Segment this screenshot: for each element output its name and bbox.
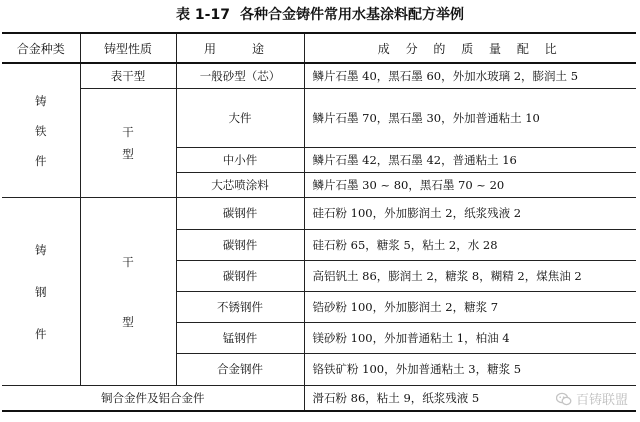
mold-dry-iron: 干 型 [80, 89, 176, 198]
usage-cell: 中小件 [176, 148, 304, 173]
composition-cell: 镁砂粉 100，外加普通粘土 1，柏油 4 [304, 323, 636, 354]
usage-cell: 大件 [176, 89, 304, 148]
composition-cell: 滑石粉 86，粘土 9，纸浆残液 5 [304, 385, 636, 411]
group-copper-label: 铜合金件及铝合金件 [2, 385, 304, 411]
usage-cell: 一般砂型（芯） [176, 63, 304, 89]
header-mold-type: 铸型性质 [80, 33, 176, 63]
watermark [556, 389, 628, 408]
table-row [2, 63, 636, 89]
table-number: 表 1-17 [176, 7, 230, 23]
composition-cell: 硅石粉 65，糖浆 5，粘土 2，水 28 [304, 229, 636, 260]
table-row [2, 385, 636, 411]
header-row [2, 33, 636, 63]
composition-cell: 鳞片石墨 70，黑石墨 30，外加普通粘土 10 [304, 89, 636, 148]
wechat-icon [556, 392, 572, 406]
composition-cell: 鳞片石墨 42，黑石墨 42，普通粘土 16 [304, 148, 636, 173]
watermark-text: 百铸联盟 [575, 393, 628, 408]
composition-cell: 铬铁矿粉 100，外加普通粘土 3，糖浆 5 [304, 354, 636, 385]
group-steel-label: 铸 钢 件 [2, 198, 80, 385]
composition-cell: 硅石粉 100，外加膨润土 2，纸浆残液 2 [304, 198, 636, 229]
group-iron-label: 铸 铁 件 [2, 63, 80, 198]
usage-cell: 大芯喷涂料 [176, 173, 304, 198]
composition-cell: 鳞片石墨 30 ~ 80，黑石墨 70 ~ 20 [304, 173, 636, 198]
header-usage: 用 途 [176, 33, 304, 63]
table-row [2, 198, 636, 229]
usage-cell: 锰钢件 [176, 323, 304, 354]
mold-surface-dry: 表干型 [80, 63, 176, 89]
table-title: 各种合金铸件常用水基涂料配方举例 [239, 7, 464, 23]
formula-table [2, 32, 636, 412]
table-row [2, 89, 636, 148]
usage-cell: 合金钢件 [176, 354, 304, 385]
header-composition: 成 分 的 质 量 配 比 [304, 33, 636, 63]
usage-cell: 碳钢件 [176, 260, 304, 291]
composition-cell: 高铝钒土 86，膨润土 2，糖浆 8，糊精 2，煤焦油 2 [304, 260, 636, 291]
mold-dry-steel: 干 型 [80, 198, 176, 385]
composition-cell: 锆砂粉 100，外加膨润土 2，糖浆 7 [304, 291, 636, 322]
header-alloy: 合金种类 [2, 33, 80, 63]
table-caption [0, 0, 640, 32]
usage-cell: 不锈钢件 [176, 291, 304, 322]
composition-cell: 鳞片石墨 40，黑石墨 60，外加水玻璃 2，膨润土 5 [304, 63, 636, 89]
usage-cell: 碳钢件 [176, 198, 304, 229]
usage-cell: 碳钢件 [176, 229, 304, 260]
